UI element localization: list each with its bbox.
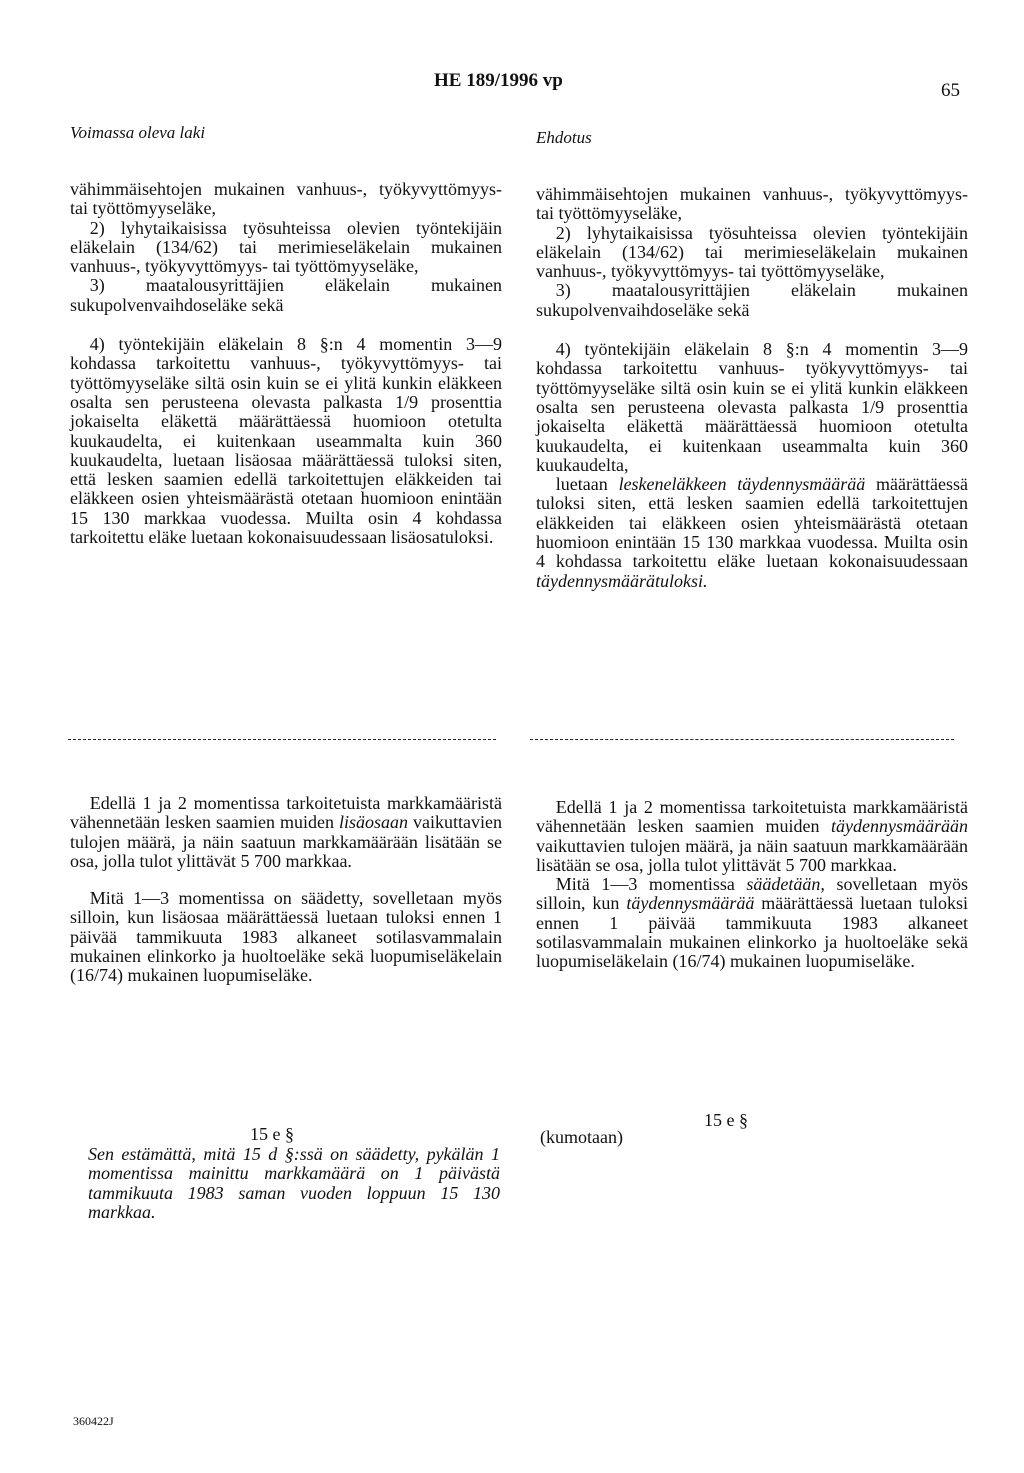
right-separator xyxy=(530,739,954,740)
right-column xyxy=(536,185,968,591)
right-paragraph-4b: luetaan leskeneläkkeen täydennysmäärää määrättäessä tuloksi siten, että lesken saamien edellä tarkoitettujen eläkkeiden tai eläkkeen osien yhteismäärästä otetaan huomioon enintään 15 130 markkaa vuodessa. Muilta osin 4 kohdassa tarkoitettu eläke luetaan kokonaisuudessaan täydennysmäärätuloksi. xyxy=(536,474,968,591)
page-number: 65 xyxy=(941,80,960,101)
document-id: HE 189/1996 vp xyxy=(434,70,563,91)
left-paragraph-3: 3) maatalousyrittäjien eläkelain mukainen sukupolvenvaihdoseläke sekä xyxy=(70,275,502,315)
right-paragraph-6: Mitä 1—3 momentissa säädetään, sovelletaan myös silloin, kun täydennysmäärää määrättäessä luetaan tuloksi ennen 1 päivää tammikuuta 1983 alkaneet sotilasvammalain mukainen elinkorko ja huoltoeläke sekä luopumiseläkelain (16/74) mukainen luopumiseläke. xyxy=(536,874,968,972)
left-section-heading: 15 e § xyxy=(250,1124,294,1144)
right-section-heading: 15 e § xyxy=(704,1110,748,1130)
right-column-lower xyxy=(536,798,968,972)
left-paragraph-2: 2) lyhytaikaisissa työsuhteissa olevien työntekijäin eläkelain (134/62) tai merimieseläkelain mukainen vanhuus-, työkyvyttömyys- tai työttömyyseläke, xyxy=(70,217,502,277)
right-paragraph-5: Edellä 1 ja 2 momentissa tarkoitetuista markkamääristä vähennetään lesken saamien muiden täydennysmäärään vaikuttavien tulojen määrä, ja näin saatuun markkamäärään lisätään se osa, jolla tulot ylittävät 5 700 markkaa. xyxy=(536,797,968,875)
left-column xyxy=(70,180,502,547)
left-paragraph-4: 4) työntekijäin eläkelain 8 §:n 4 momentin 3—9 kohdassa tarkoitettu vanhuus-, työkyvyttömyys- tai työttömyyseläke siltä osin kuin se ei ylitä kunkin eläkkeen osalta sen perusteena olevasta palkasta 1/9 prosenttia jokaiselta eläkettä määrättäessä huomioon otetulta kuukaudelta, ei kuitenkaan useammalta kuin 360 kuukaudelta, luetaan lisäosaa määrättäessä tuloksi siten, että lesken saamien edellä tarkoitettujen eläkkeiden tai eläkkeen osien yhteismäärästä otetaan huomioon enintään 15 130 markkaa vuodessa. Muilta osin 4 kohdassa tarkoitettu eläke luetaan kokonaisuudessaan lisäosatuloksi. xyxy=(70,334,502,548)
left-paragraph-5: Edellä 1 ja 2 momentissa tarkoitetuista markkamääristä vähennetään lesken saamien muiden lisäosaan vaikuttavien tulojen määrä, ja näin saatuun markkamäärään lisätään se osa, jolla tulot ylittävät 5 700 markkaa. xyxy=(70,793,502,871)
right-column-title: Ehdotus xyxy=(536,128,592,147)
left-column-title: Voimassa oleva laki xyxy=(70,123,206,142)
right-paragraph-2: 2) lyhytaikaisissa työsuhteissa olevien työntekijäin eläkelain (134/62) tai merimieseläkelain mukainen vanhuus-, työkyvyttömyys- tai työttömyyseläke, xyxy=(536,222,968,282)
right-paragraph-4: 4) työntekijäin eläkelain 8 §:n 4 momentin 3—9 kohdassa tarkoitettu vanhuus- työkyvyttömyys- tai työttömyyseläke siltä osin kuin se ei ylitä kunkin eläkkeen osalta sen perusteena olevasta palkasta 1/9 prosenttia jokaiselta eläkettä määrättäessä huomioon otetulta kuukaudelta, ei kuitenkaan useammalta kuin 360 kuukaudelta, xyxy=(536,339,968,475)
left-section-text: Sen estämättä, mitä 15 d §:ssä on säädetty, pykälän 1 momentissa mainittu markkamäärä on 1 päivästä tammikuuta 1983 saman vuoden loppuun 15 130 markkaa. xyxy=(88,1144,500,1222)
left-paragraph-1: vähimmäisehtojen mukainen vanhuus-, työkyvyttömyys- tai työttömyyseläke, xyxy=(70,179,502,219)
footer-code: 360422J xyxy=(73,1414,114,1428)
right-repealed-note: (kumotaan) xyxy=(540,1127,623,1147)
left-column-lower xyxy=(70,794,502,986)
left-paragraph-6: Mitä 1—3 momentissa on säädetty, sovelletaan myös silloin, kun lisäosaa määrättäessä luetaan tuloksi ennen 1 päivää tammikuuta 1983 alkaneet sotilasvammalain mukainen elinkorko ja huoltoeläke sekä luopumiseläkelain (16/74) mukainen luopumiseläke. xyxy=(70,888,502,986)
left-separator xyxy=(68,739,496,740)
right-paragraph-1: vähimmäisehtojen mukainen vanhuus-, työkyvyttömyys- tai työttömyyseläke, xyxy=(536,184,968,224)
right-paragraph-3: 3) maatalousyrittäjien eläkelain mukainen sukupolvenvaihdoseläke sekä xyxy=(536,280,968,320)
